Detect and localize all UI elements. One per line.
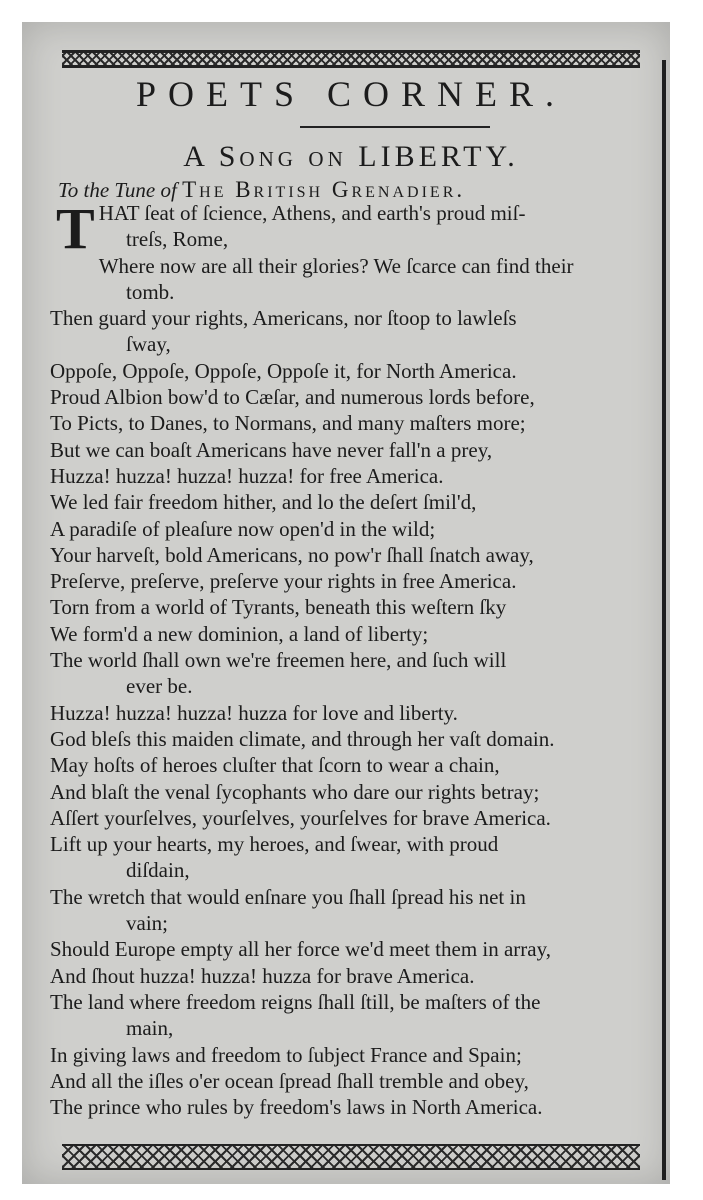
poem-line: We led fair freedom hither, and lo the deſert ſmil'd, [50,490,477,515]
bottom-ornamental-border [62,1144,640,1170]
poem-line: God bleſs this maiden climate, and through her vaſt domain. [50,726,555,751]
poem-line: tomb. [126,279,175,304]
masthead: POETS CORNER. [135,74,567,114]
poem-line: The prince who rules by freedom's laws in North America. [50,1095,543,1120]
tune-prefix: To the Tune of [58,178,177,202]
poem-line: And ſhout huzza! huzza! huzza for brave America. [50,963,475,988]
column-rule [662,60,666,1180]
poem-line: We form'd a new dominion, a land of liberty; [50,621,429,646]
poem [50,196,652,1120]
title-divider [300,126,490,128]
poem-line: Oppoſe, Oppoſe, Oppoſe, Oppoſe it, for North America. [50,358,517,383]
poem-line: And all the iſles o'er ocean ſpread ſhall tremble and obey, [50,1068,529,1093]
poem-line: Lift up your hearts, my heroes, and ſwear, with proud [50,832,499,857]
poem-line: May hoſts of heroes cluſter that ſcorn to wear a chain, [50,753,500,778]
poem-line: The land where freedom reigns ſhall ſtill, be maſters of the [50,989,541,1014]
poem-line: In giving laws and freedom to ſubject France and Spain; [50,1042,522,1067]
poem-line: Should Europe empty all her force we'd meet them in array, [50,937,551,962]
poem-line: Torn from a world of Tyrants, beneath this weſtern ſky [50,595,507,620]
tune-name: The British Grenadier. [182,177,466,202]
poem-line: Proud Albion bow'd to Cæſar, and numerous lords before, [50,385,535,410]
poem-line: Where now are all their glories? We ſcarce can find their [98,253,574,278]
poem-line: vain; [126,911,168,936]
poem-line: Aſſert yourſelves, yourſelves, yourſelves for brave America. [50,805,551,830]
poem-line: main, [126,1016,174,1041]
poem-line: To Picts, to Danes, to Normans, and many maſters more; [50,411,526,436]
poem-line: ſway, [126,332,171,357]
poem-line: Huzza! huzza! huzza! huzza for love and liberty. [50,700,458,725]
poem-line: Huzza! huzza! huzza! huzza! for free America. [50,463,444,488]
poem-line: A paradiſe of pleaſure now open'd in the wild; [50,516,436,541]
poem-line: Preſerve, preſerve, preſerve your rights in free America. [50,569,517,594]
poem-line: HAT ſeat of ſcience, Athens, and earth's proud miſ- [98,201,526,225]
poem-line: ever be. [126,674,193,699]
poem-line: diſdain, [126,858,190,883]
poem-line: Then guard your rights, Americans, nor ſtoop to lawleſs [50,306,517,331]
song-title: A Song on LIBERTY. [183,140,519,173]
poem-line: And blaſt the venal ſycophants who dare our rights betray; [50,779,540,804]
poem-line: The wretch that would enſnare you ſhall ſpread his net in [50,884,526,909]
poem-line: The world ſhall own we're freemen here, and ſuch will [50,648,507,673]
drop-cap: T [56,196,95,261]
top-ornamental-border [62,50,640,68]
poem-line: Your harveſt, bold Americans, no pow'r ſhall ſnatch away, [50,542,534,567]
poem-line: But we can boaſt Americans have never fall'n a prey, [50,437,493,462]
poem-line: treſs, Rome, [126,227,229,252]
